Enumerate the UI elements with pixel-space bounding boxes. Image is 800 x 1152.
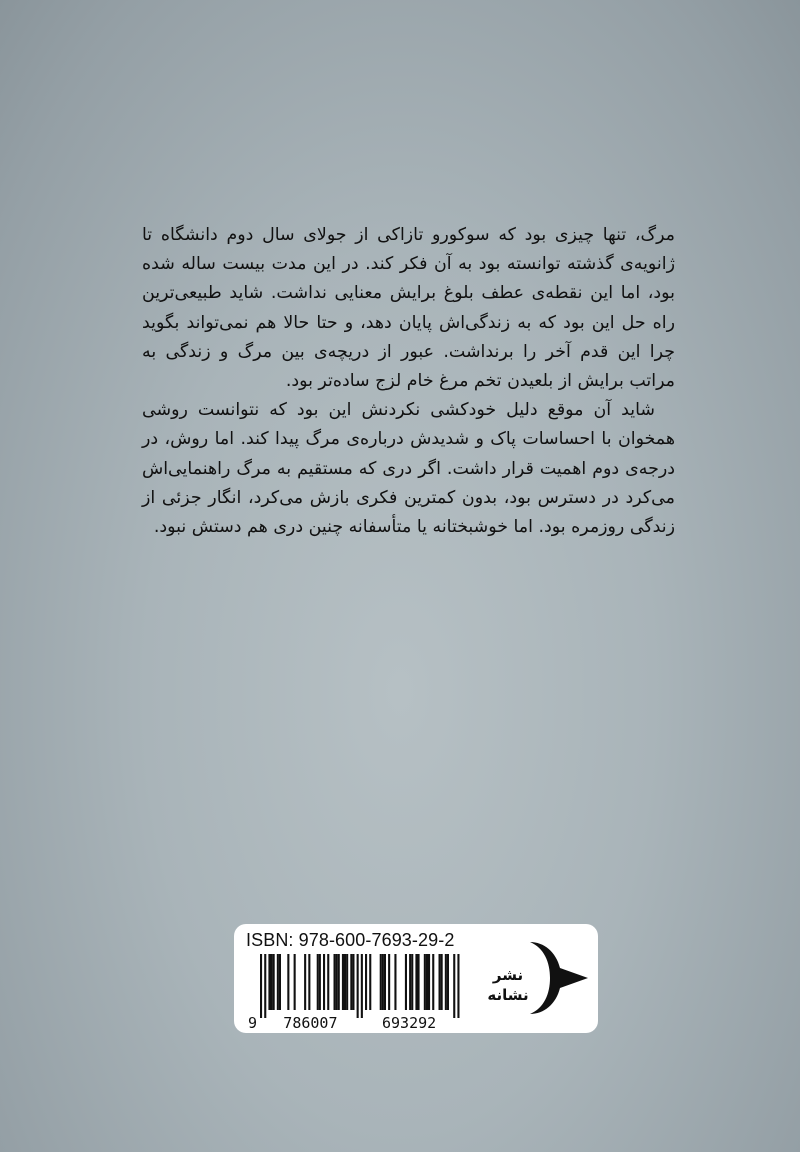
barcode-bar — [346, 954, 348, 1010]
back-cover-blurb — [142, 221, 675, 542]
barcode-bar — [369, 954, 371, 1010]
barcode-bar — [277, 954, 279, 1010]
barcode-bar — [439, 954, 441, 1010]
barcode-bar — [357, 954, 359, 1018]
barcode-bar — [394, 954, 396, 1010]
barcode-bar — [428, 954, 430, 1010]
barcode-bar — [384, 954, 386, 1010]
barcode-bar — [279, 954, 281, 1010]
barcode-bar — [382, 954, 384, 1010]
publisher-logo — [486, 938, 590, 1022]
barcode-bar — [264, 954, 266, 1018]
barcode-bar — [409, 954, 411, 1010]
blurb-paragraph-2: شاید آن موقع دلیل خودکشی نکردنش این بود که نتوانست روشی همخوان با احساسات پاک و شدیدش درباره‌ی مرگ پیدا کند. اما روش، در درجه‌ی دوم اهمیت قرار داشت. اگر دری که مستقیم به مرگ راهنمایی‌اش می‌کرد در دسترس بود، بدون کمترین فکری بازش می‌کرد، انگار جزئی از زندگی روزمره بود. اما خوشبختانه یا متأسفانه چنین دری هم دستش نبود. — [142, 400, 675, 538]
barcode-bar — [445, 954, 447, 1010]
barcode-bar — [432, 954, 434, 1010]
barcode-bar — [287, 954, 289, 1010]
barcode-bar — [405, 954, 407, 1010]
barcode-bar — [388, 954, 390, 1010]
barcode-bar — [308, 954, 310, 1010]
barcode-bar — [411, 954, 413, 1010]
barcode-bar — [336, 954, 338, 1010]
barcode-bar — [365, 954, 367, 1010]
barcode-bar — [352, 954, 354, 1010]
barcode-digits: 9 — [247, 1014, 257, 1031]
barcode-bar — [418, 954, 420, 1010]
barcode-bar — [271, 954, 273, 1010]
barcode-digits: 693292 — [382, 1014, 437, 1031]
barcode-bar — [268, 954, 270, 1010]
barcode — [246, 954, 478, 1031]
blurb-paragraph-1: مرگ، تنها چیزی بود که سوکورو تازاکی از جولای سال دوم دانشگاه تا ژانویه‌ی گذشته توانسته بود به آن فکر کند. در این مدت بیست ساله شده بود، اما این نقطه‌ی عطف بلوغ برایش معنایی نداشت. شاید طبیعی‌ترین راه حل این بود که به زندگی‌اش پایان دهد، و حتا حالا هم نمی‌تواند بگوید چرا این قدم آخر را برنداشت. عبور از دریچه‌ی بین مرگ و زندگی به مراتب برایش از بلعیدن تخم مرغ خام لزج ساده‌تر بود. — [142, 225, 675, 392]
barcode-bar — [344, 954, 346, 1010]
barcode-bar — [319, 954, 321, 1010]
isbn-text: ISBN: 978-600-7693-29-2 — [246, 930, 455, 950]
isbn-label — [234, 924, 598, 1033]
barcode-bar — [294, 954, 296, 1010]
barcode-bar — [453, 954, 455, 1018]
barcode-bar — [338, 954, 340, 1010]
barcode-bar — [447, 954, 449, 1010]
barcode-bar — [273, 954, 275, 1010]
barcode-bar — [327, 954, 329, 1010]
barcode-bar — [304, 954, 306, 1010]
barcode-bar — [350, 954, 352, 1010]
barcode-bar — [361, 954, 363, 1018]
barcode-bar — [334, 954, 336, 1010]
barcode-bar — [317, 954, 319, 1010]
barcode-bar — [323, 954, 325, 1010]
barcode-bar — [424, 954, 426, 1010]
barcode-bar — [426, 954, 428, 1010]
barcode-bar — [260, 954, 262, 1018]
barcode-image — [246, 954, 478, 1031]
publisher-name-line-1: نشر — [492, 966, 524, 984]
barcode-digits: 786007 — [283, 1014, 338, 1031]
publisher-name-line-2: نشانه — [487, 986, 529, 1004]
barcode-bar — [415, 954, 417, 1010]
barcode-bar — [342, 954, 344, 1010]
barcode-bar — [380, 954, 382, 1010]
barcode-bar — [441, 954, 443, 1010]
barcode-bar — [457, 954, 459, 1018]
